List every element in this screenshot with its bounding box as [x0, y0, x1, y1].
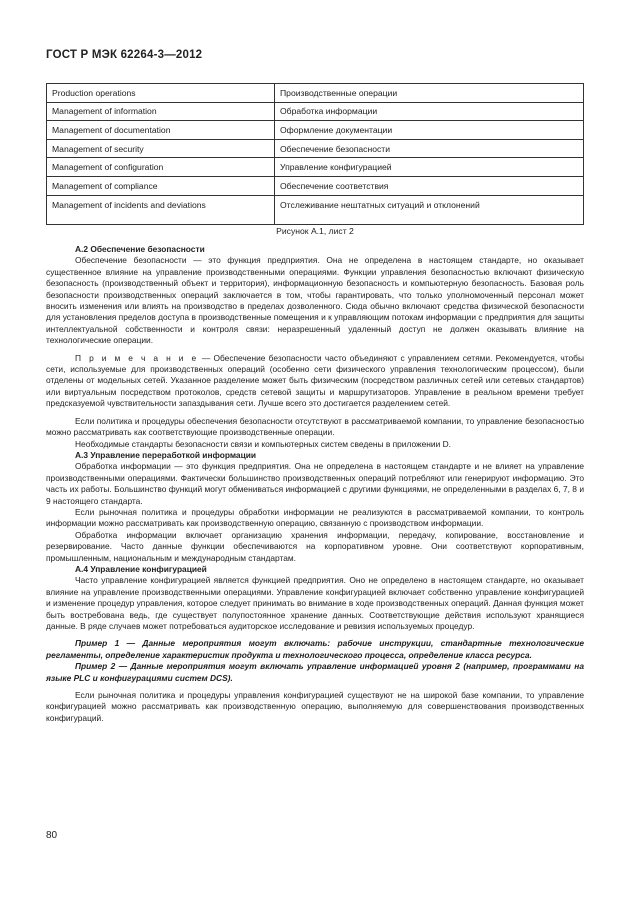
note-paragraph — [46, 353, 584, 410]
paragraph: Обработка информации включает организацию хранения информации, передачу, копирование, восстановление и резервирование. Часто данные функции обеспечиваются на корпоративном уровне. Они соответствуют корпоративным, промышленным, национальным и международным стандартам. — [46, 529, 584, 563]
russian-term-cell: Управление конфигурацией — [275, 158, 584, 177]
paragraph: Обработка информации — это функция предприятия. Она не определена в настоящем стандарте и не влияет на управление производственными операциями. Фактически большинство производственных операций потребляют или генерируют информацию. Это часть их работы. Большинство функций могут обмениваться информацией с другими функциями, не определенными в разделах 6, 7, 8 и 9 настоящего стандарта. — [46, 461, 584, 506]
english-term-cell: Management of documentation — [47, 121, 275, 140]
note-label: П р и м е ч а н и е — [75, 352, 199, 363]
paragraph: Обеспечение безопасности — это функция предприятия. Она не определена в настоящем стандарте, но оказывает существенное влияние на управление производственными операциями. Функции управления безопасностью включают физическую безопасность (производственный объект и территория), информационную безопасность и компьютерную безопасность. Базовая роль безопасности производственных операций заключается в том, чтобы гарантировать, что только уполномоченный персонал может вносить изменения или влиять на производство в пределах дозволенного. Сюда обычно включают средства физической безопасности для установления пределов доступа в производственные помещения и к управляющим потокам информации с предприятия для защиты интеллектуальной собственности и контроля связи: неразрешенный удаленный доступ не должен оказывать влияние на технологические операции. — [46, 255, 584, 346]
note-text: — Обеспечение безопасности часто объединяют с управлением сетями. Рекомендуется, чтобы сети, используемые для производственных операций (особенно сети физического управления технологическим процессом), были отделены от модельных сетей. Указанное разделение может быть физическим (посредством различных сетей или сетевых стандартов) или виртуальным посредством протоколов, средств сетевой защиты и маршрутизаторов. Управление в реальном времени требует предсказуемой чувствительности запаздывания сети. Лучше всего это достигается разделением сетей. — [46, 352, 584, 409]
english-term-cell: Management of incidents and deviations — [47, 195, 275, 224]
russian-term-cell: Обеспечение соответствия — [275, 176, 584, 195]
paragraph: Если рыночная политика и процедуры управления конфигурацией существуют не на широкой базе компании, то управление конфигурацией можно рассматривать как производственную операцию, выполняемую для совершенствования производственных конфигураций. — [46, 690, 584, 723]
english-term-cell: Management of compliance — [47, 176, 275, 195]
operations-table — [46, 83, 584, 225]
paragraph: Необходимые стандарты безопасности связи и компьютерных систем сведены в приложении D. — [75, 438, 451, 449]
russian-term-cell: Обработка информации — [275, 102, 584, 121]
english-term-cell: Management of security — [47, 139, 275, 158]
page-number: 80 — [46, 830, 58, 841]
example-1: Пример 1 — Данные мероприятия могут включать: рабочие инструкции, стандартные технологические регламенты, определение характеристик продукта и технологического процесса, определение класса ресурса. — [46, 638, 584, 660]
table-row — [47, 121, 584, 140]
table-row — [47, 139, 584, 158]
document-body — [46, 244, 584, 724]
table-row — [47, 176, 584, 195]
paragraph: Часто управление конфигурацией является функцией предприятия. Оно не определено в настоящем стандарте, но оказывает влияние на управление производственными операциями. Управление конфигурацией включает собственно управление конфигурацией и изменение процедур управления, которое следует принимать во внимание в ходе производственных операций. Данная функция может быть востребована ведь, где существует полупостоянное хранение данных. Соответствующие действия используют хранящиеся данные. В ряде случаев может потребоваться аудиторское исследование и ревизия используемых процедур. — [46, 575, 584, 631]
figure-caption: Рисунок А.1, лист 2 — [276, 226, 354, 236]
russian-term-cell: Обеспечение безопасности — [275, 139, 584, 158]
russian-term-cell: Оформление документации — [275, 121, 584, 140]
section-heading-a2: А.2 Обеспечение безопасности — [75, 244, 205, 254]
english-term-cell: Management of configuration — [47, 158, 275, 177]
section-heading-a3: А.3 Управление переработкой информации — [75, 449, 257, 460]
section-heading-a4: А.4 Управление конфигурацией — [75, 563, 207, 574]
document-header: ГОСТ Р МЭК 62264-3—2012 — [46, 49, 203, 61]
english-term-cell: Production operations — [47, 84, 275, 103]
table-row — [47, 84, 584, 103]
table-row — [47, 102, 584, 121]
paragraph: Если рыночная политика и процедуры обработки информации не реализуются в рассматриваемой компании, то контроль информации можно рассматривать как производственную операцию, связанную с производством информации. — [46, 506, 584, 529]
table-row — [47, 195, 584, 224]
paragraph: Если политика и процедуры обеспечения безопасности отсутствуют в рассматриваемой компании, то управление безопасностью можно рассматривать как соответствующие производственные операции. — [46, 415, 584, 438]
russian-term-cell: Отслеживание нештатных ситуаций и отклонений — [275, 195, 584, 224]
example-2: Пример 2 — Данные мероприятия могут включать управление информацией уровня 2 (например, программами на языке PLC и конфигурациями систем DCS). — [46, 661, 584, 683]
russian-term-cell: Производственные операции — [275, 84, 584, 103]
english-term-cell: Management of information — [47, 102, 275, 121]
table-row — [47, 158, 584, 177]
